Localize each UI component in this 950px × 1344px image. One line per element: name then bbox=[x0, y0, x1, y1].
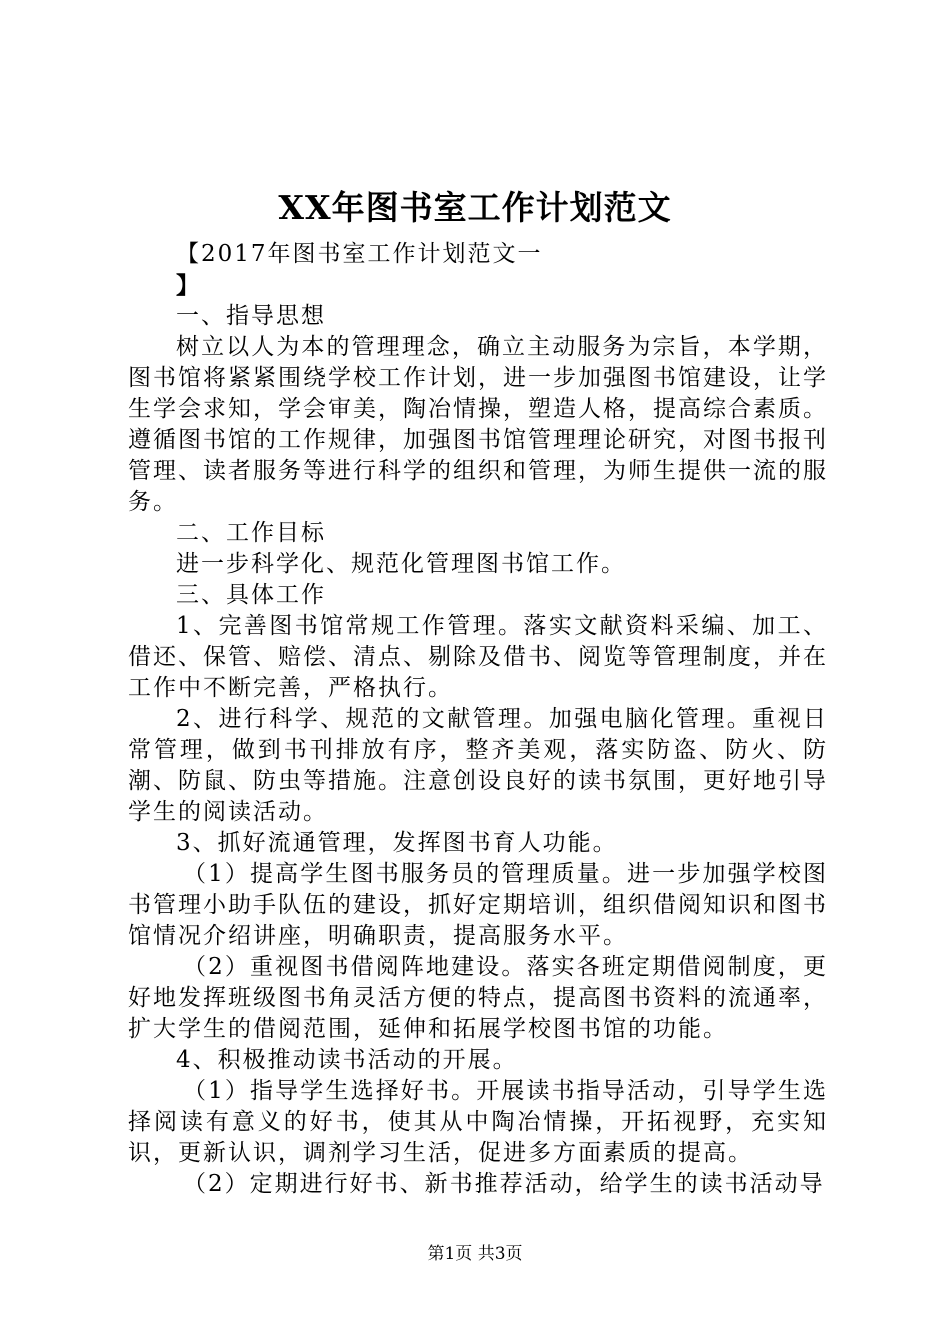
paragraph-item-4-1: （1）指导学生选择好书。开展读书指导活动，引导学生选择阅读有意义的好书，使其从中陶冶情操，开拓视野，充实知识，更新认识，调剂学习生活，促进多方面素质的提高。 bbox=[128, 1078, 828, 1166]
paragraph-guiding-ideology: 树立以人为本的管理理念，确立主动服务为宗旨，本学期，图书馆将紧紧围绕学校工作计划，进一步加强图书馆建设，让学生学会求知，学会审美，陶冶情操，塑造人格，提高综合素质。遵循图书馆的工作规律，加强图书馆管理理论研究，对图书报刊管理、读者服务等进行科学的组织和管理，为师生提供一流的服务。 bbox=[128, 334, 828, 515]
section-heading-specific-work: 三、具体工作 bbox=[176, 582, 326, 608]
paragraph-item-2: 2、进行科学、规范的文献管理。加强电脑化管理。重视日常管理，做到书刊排放有序，整齐美观，落实防盗、防火、防潮、防鼠、防虫等措施。注意创设良好的读书氛围，更好地引导学生的阅读活动。 bbox=[128, 706, 828, 825]
subtitle-open: 【2017年图书室工作计划范文一 bbox=[176, 241, 543, 267]
paragraph-item-4: 4、积极推动读书活动的开展。 bbox=[176, 1047, 518, 1073]
paragraph-item-3-1: （1）提高学生图书服务员的管理质量。进一步加强学校图书管理小助手队伍的建设，抓好定期培训，组织借阅知识和图书馆情况介绍讲座，明确职责，提高服务水平。 bbox=[128, 861, 828, 949]
paragraph-item-1: 1、完善图书馆常规工作管理。落实文献资料采编、加工、借还、保管、赔偿、清点、剔除及借书、阅览等管理制度，并在工作中不断完善，严格执行。 bbox=[128, 613, 828, 701]
paragraph-work-goals: 进一步科学化、规范化管理图书馆工作。 bbox=[176, 551, 626, 577]
subtitle-close: 】 bbox=[176, 272, 201, 299]
document-body bbox=[128, 239, 828, 1200]
paragraph-item-3: 3、抓好流通管理，发挥图书育人功能。 bbox=[176, 830, 618, 856]
page-indicator: 第1页 共3页 bbox=[427, 1244, 523, 1264]
paragraph-item-3-2: （2）重视图书借阅阵地建设。落实各班定期借阅制度，更好地发挥班级图书角灵活方便的特点，提高图书资料的流通率，扩大学生的借阅范围，延伸和拓展学校图书馆的功能。 bbox=[128, 954, 828, 1042]
section-heading-guiding-ideology: 一、指导思想 bbox=[176, 303, 326, 329]
paragraph-item-4-2: （2）定期进行好书、新书推荐活动，给学生的读书活动导 bbox=[183, 1171, 825, 1197]
section-heading-work-goals: 二、工作目标 bbox=[176, 520, 326, 546]
document-title: XX年图书室工作计划范文 bbox=[278, 188, 672, 227]
